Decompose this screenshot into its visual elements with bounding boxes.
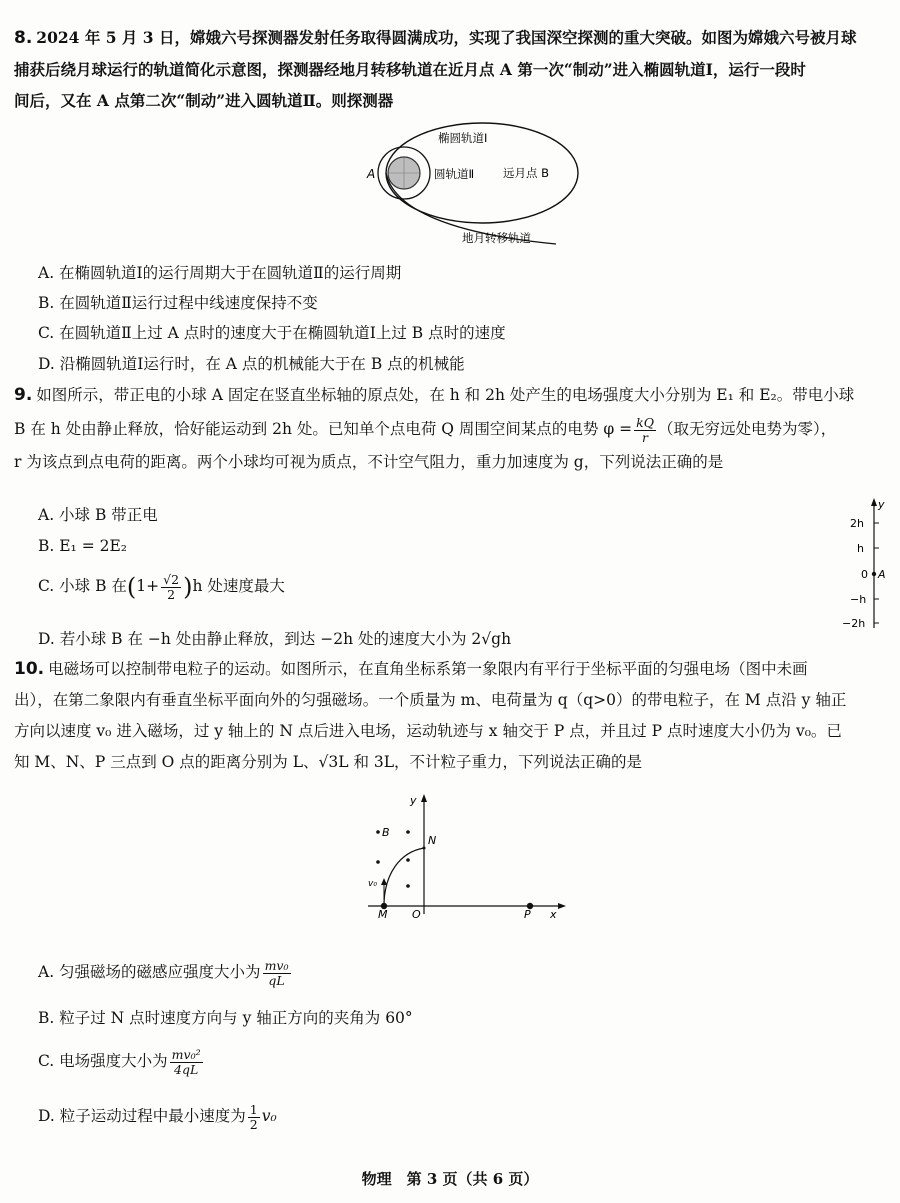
page-footer: 物理 第 3 页（共 6 页） <box>361 1170 539 1188</box>
option-a: A. 在椭圆轨道Ⅰ的运行周期大于在圆轨道Ⅱ的运行周期 <box>38 264 402 282</box>
stem-line: 捕获后绕月球运行的轨道简化示意图，探测器经地月转移轨道在近月点 A 第一次“制动”进入椭圆轨道Ⅰ，运行一段时 <box>14 60 806 79</box>
field-dot <box>406 858 410 862</box>
option-a-fraction: $\frac{\text{mv₀}}{qL}$ <box>264 957 289 988</box>
label-v0: v₀ <box>368 879 377 889</box>
particle-trajectory <box>384 848 424 906</box>
charge-a <box>872 572 876 576</box>
question-number: 8. <box>14 28 33 48</box>
tick-label: 2h <box>850 517 864 530</box>
label-transfer: 地月转移轨道 <box>462 231 531 245</box>
label-a: A <box>367 167 376 181</box>
label-ellipse: 椭圆轨道Ⅰ <box>438 131 488 145</box>
option-c: C. 在圆轨道Ⅱ上过 A 点时的速度大于在椭圆轨道Ⅰ上过 B 点时的速度 <box>38 324 506 342</box>
label-n: N <box>428 834 437 847</box>
arrow-right-icon <box>558 903 566 909</box>
field-dot <box>376 860 380 864</box>
arrow-up-icon <box>381 878 387 885</box>
question-10-stem <box>14 654 886 778</box>
orbit-diagram <box>360 118 580 254</box>
tick-label: h <box>857 542 864 555</box>
tick-label: −h <box>850 593 867 606</box>
option-b: B. 粒子过 N 点时速度方向与 y 轴正方向的夹角为 60° <box>38 1009 413 1027</box>
tick-label: 0 <box>861 568 868 581</box>
stem-line: 知 M、N、P 三点到 O 点的距离分别为 L、√3L 和 3L，不计粒子重力，下列说法正确的是 <box>14 753 643 771</box>
point-n <box>423 847 426 850</box>
axis-y-label: y <box>410 794 417 807</box>
stem-line: 如图所示，带正电的小球 A 固定在竖直坐标轴的原点处，在 h 和 2h 处产生的电场强度大小分别为 E₁ 和 E₂。带电小球 <box>36 386 855 404</box>
option-a: A. 匀强磁场的磁感应强度大小为 $\frac{\text{mv₀}}{qL}$ <box>38 957 289 988</box>
question-9-stem: 9. 如图所示，带正电的小球 A 固定在竖直坐标轴的原点处，在 h 和 2h 处产生的电场强度大小分别为 E₁ 和 E₂。带电小球 B 在 h 处由静止释放，恰好能运动到 2h 处。已知单个点电荷 Q 周围空间某点的电势 φ = $\frac{kQ}{r}$ （取无穷远处电势为零）， r 为该点到点电荷的距离。两个小球均可视为质点，不计空气阻力，重力加速度为 g，下列说法正确的是 <box>14 380 886 478</box>
question-8-stem <box>14 22 886 116</box>
stem-line: r 为该点到点电荷的距离。两个小球均可视为质点，不计空气阻力，重力加速度为 g，下列说法正确的是 <box>14 453 724 471</box>
field-dot <box>406 830 410 834</box>
label-p: P <box>524 908 531 920</box>
question-number: 10. <box>14 659 45 679</box>
stem-line: 间后，又在 A 点第二次“制动”进入圆轨道Ⅱ。则探测器 <box>14 91 394 110</box>
option-d: D. 粒子运动过程中最小速度为 $\frac{1}{2}$ v₀ <box>38 1101 277 1132</box>
label-a: A <box>878 568 886 581</box>
stem-line: 出），在第二象限内有垂直坐标平面向外的匀强磁场。一个质量为 m、电荷量为 q（q>0）的带电粒子，在 M 点沿 y 轴正 <box>14 691 847 709</box>
stem-line: B 在 h 处由静止释放，恰好能运动到 2h 处。已知单个点电荷 Q 周围空间某点的电势 φ = <box>14 420 633 438</box>
label-b: B <box>382 826 390 839</box>
label-o: O <box>412 908 421 920</box>
axis-y-label: y <box>878 498 885 511</box>
potential-fraction: $\frac{kQ}{r}$ <box>636 414 654 445</box>
question-number: 9. <box>14 385 33 405</box>
stem-line: 2024 年 5 月 3 日，嫦娥六号探测器发射任务取得圆满成功，实现了我国深空探测的重大突破。如图为嫦娥六号被月球 <box>36 28 857 47</box>
option-c-fraction: $\frac{\text{mv₀²}}{4qL}$ <box>171 1046 201 1077</box>
tick-label: −2h <box>842 617 866 630</box>
arrow-up-icon <box>421 794 427 802</box>
option-c: C. 小球 B 在(1+ $\frac{√2}{2}$ )h 处速度最大 <box>38 571 285 602</box>
option-b: B. E₁ = 2E₂ <box>38 537 128 555</box>
option-d-fraction: $\frac{1}{2}$ <box>249 1101 258 1132</box>
label-circle: 圆轨道Ⅱ <box>434 167 475 181</box>
label-far-point: 远月点 B <box>503 166 550 180</box>
option-d: D. 若小球 B 在 −h 处由静止释放，到达 −2h 处的速度大小为 2√gh <box>38 630 512 648</box>
label-m: M <box>378 908 388 920</box>
arrow-up-icon <box>871 498 877 506</box>
option-c-fraction: $\frac{√2}{2}$ <box>163 571 180 602</box>
vertical-axis-diagram <box>836 496 890 632</box>
option-b: B. 在圆轨道Ⅱ运行过程中线速度保持不变 <box>38 294 318 312</box>
stem-line: 电磁场可以控制带电粒子的运动。如图所示，在直角坐标系第一象限内有平行于坐标平面的匀强电场（图中未画 <box>48 660 808 678</box>
field-dot <box>406 884 410 888</box>
option-c: C. 电场强度大小为 $\frac{\text{mv₀²}}{4qL}$ <box>38 1046 201 1077</box>
option-d: D. 沿椭圆轨道Ⅰ运行时，在 A 点的机械能大于在 B 点的机械能 <box>38 355 465 373</box>
field-diagram <box>360 790 570 920</box>
option-a: A. 小球 B 带正电 <box>38 506 158 524</box>
stem-line: 方向以速度 v₀ 进入磁场，过 y 轴上的 N 点后进入电场，运动轨迹与 x 轴交于 P 点，并且过 P 点时速度大小仍为 v₀。已 <box>14 722 842 740</box>
axis-x-label: x <box>550 908 557 920</box>
field-dot <box>376 830 380 834</box>
